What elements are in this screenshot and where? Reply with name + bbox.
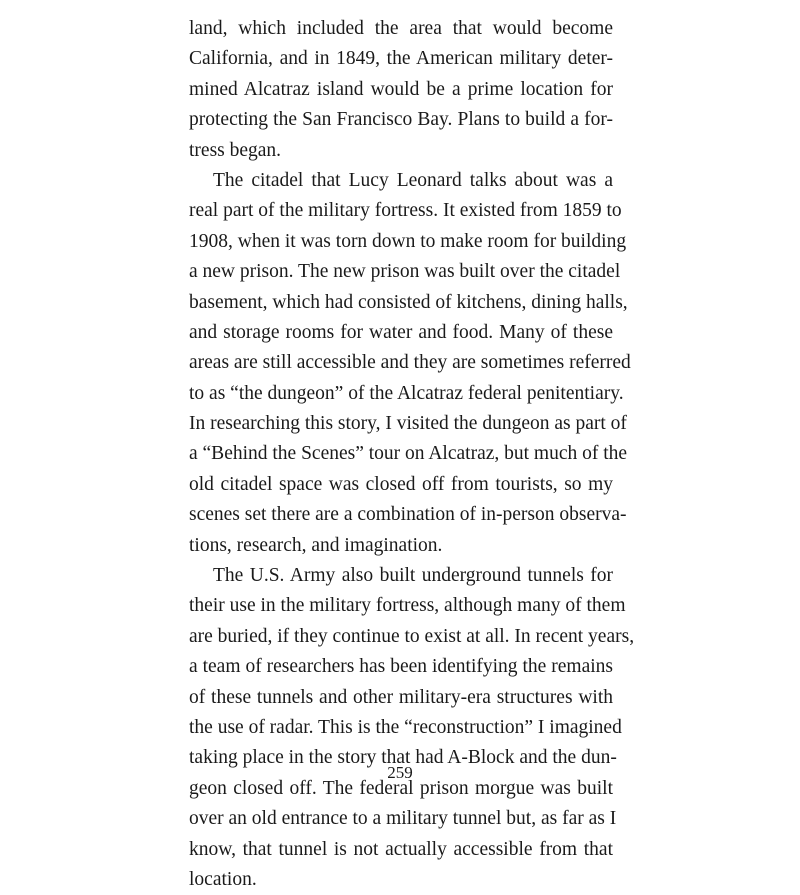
text-line: real part of the military fortress. It existed from 1859 to xyxy=(189,200,622,222)
text-line: protecting the San Francisco Bay. Plans to build a for- xyxy=(189,109,613,131)
paragraph xyxy=(189,14,613,166)
text-line: their use in the military fortress, although many of them xyxy=(189,595,626,617)
text-line: mined Alcatraz island would be a prime location for xyxy=(189,78,613,100)
text-line: a new prison. The new prison was built over the citadel xyxy=(189,261,621,283)
text-line: a team of researchers has been identifying the remains xyxy=(189,656,613,678)
text-line: location. xyxy=(189,868,257,890)
text-line: tress began. xyxy=(189,139,282,161)
page-number: 259 xyxy=(387,763,413,782)
text-line: the use of radar. This is the “reconstruction” I imagined xyxy=(189,716,622,738)
text-line: basement, which had consisted of kitchens, dining halls, xyxy=(189,291,628,313)
text-line: geon closed off. The federal prison morgue was built xyxy=(189,777,613,799)
text-line: tions, research, and imagination. xyxy=(189,534,443,556)
text-line: scenes set there are a combination of in-person observa- xyxy=(189,504,627,526)
text-line: to as “the dungeon” of the Alcatraz federal penitentiary. xyxy=(189,382,624,404)
text-line: and storage rooms for water and food. Many of these xyxy=(189,321,613,343)
text-line: of these tunnels and other military-era structures with xyxy=(189,686,613,708)
text-line: taking place in the story that had A-Block and the dun- xyxy=(189,747,617,769)
text-line: 1908, when it was torn down to make room for building xyxy=(189,230,627,252)
paragraph xyxy=(189,166,631,561)
text-line: The U.S. Army also built underground tunnels for xyxy=(213,565,613,587)
text-line: know, that tunnel is not actually accessible from that xyxy=(189,838,613,860)
text-line: California, and in 1849, the American military deter- xyxy=(189,48,613,70)
text-line: are buried, if they continue to exist at all. In recent years, xyxy=(189,625,635,647)
text-line: land, which included the area that would become xyxy=(189,18,613,39)
paragraph xyxy=(189,561,635,895)
text-line: In researching this story, I visited the dungeon as part of xyxy=(189,413,627,435)
text-line: a “Behind the Scenes” tour on Alcatraz, but much of the xyxy=(189,443,628,465)
text-line: areas are still accessible and they are sometimes referred xyxy=(189,352,631,374)
text-line: The citadel that Lucy Leonard talks about was a xyxy=(213,169,613,191)
text-line: over an old entrance to a military tunnel but, as far as I xyxy=(189,808,617,830)
text-line: old citadel space was closed off from tourists, so my xyxy=(189,473,613,495)
